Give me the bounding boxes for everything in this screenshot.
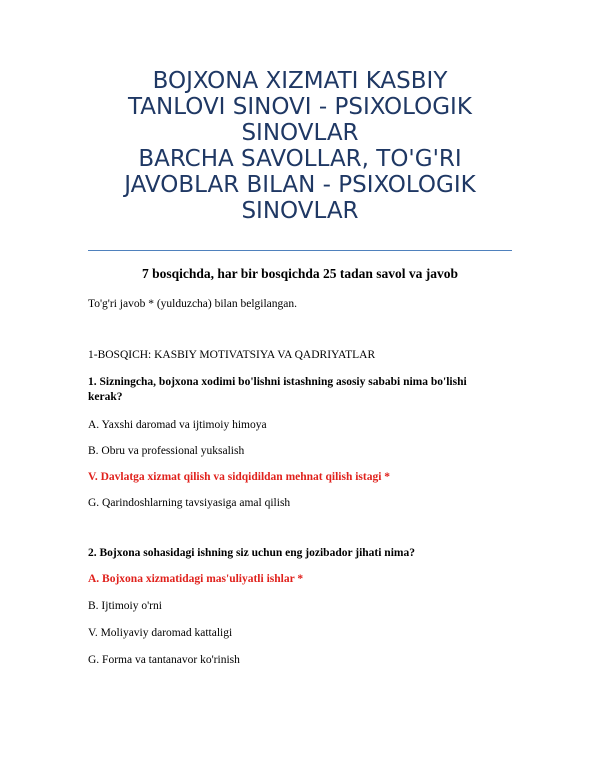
question-1-line-1: 1. Sizningcha, bojxona xodimi bo'lishni istashning asosiy sababi nima bo'lishi [88, 376, 467, 388]
question-2-answer-g: G. Forma va tantanavor ko'rinish [88, 654, 240, 666]
question-1-answer-a: A. Yaxshi daromad va ijtimoiy himoya [88, 419, 267, 431]
document-title [88, 68, 512, 224]
question-2-text: 2. Bojxona sohasidagi ishning siz uchun eng jozibador jihati nima? [88, 547, 415, 559]
title-line: TANLOVI SINOVI - PSIXOLOGIK [128, 94, 472, 120]
title-divider [88, 250, 512, 251]
question-1-answer-b: B. Obru va professional yuksalish [88, 445, 245, 457]
document-subtitle: 7 bosqichda, har bir bosqichda 25 tadan savol va javob [141, 266, 459, 281]
question-1-answer-v-correct: V. Davlatga xizmat qilish va sidqidildan mehnat qilish istagi * [88, 471, 391, 483]
section-heading: 1-BOSQICH: KASBIY MOTIVATSIYA VA QADRIYATLAR [88, 349, 376, 361]
title-line: BARCHA SAVOLLAR, TO'G'RI [138, 146, 462, 172]
question-1-line-2: kerak? [88, 391, 123, 403]
correct-answer-note: To'g'ri javob * (yulduzcha) bilan belgilangan. [88, 298, 297, 310]
title-line: SINOVLAR [241, 120, 359, 146]
title-line: BOJXONA XIZMATI KASBIY [152, 68, 448, 94]
title-line: JAVOBLAR BILAN - PSIXOLOGIK [124, 172, 476, 198]
question-2-answer-b: B. Ijtimoiy o'rni [88, 600, 162, 612]
title-line: SINOVLAR [241, 198, 359, 224]
question-1-text [88, 375, 518, 405]
question-2-answer-a-correct: A. Bojxona xizmatidagi mas'uliyatli ishlar * [88, 573, 304, 585]
question-2-answer-v: V. Moliyaviy daromad kattaligi [88, 627, 233, 639]
question-1-answer-g: G. Qarindoshlarning tavsiyasiga amal qilish [88, 497, 291, 509]
